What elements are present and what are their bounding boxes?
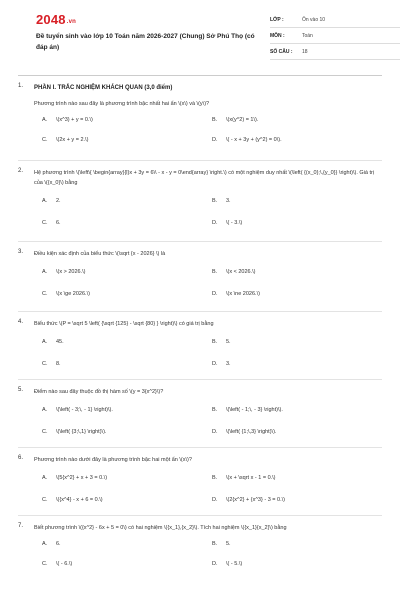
question-4 <box>18 319 382 379</box>
question-1 <box>18 83 382 157</box>
option-a[interactable] <box>42 269 86 275</box>
question-divider <box>18 379 382 380</box>
option-letter: B. <box>212 339 218 345</box>
option-c[interactable] <box>42 291 90 297</box>
option-text: \(x \ge 2026.\) <box>56 291 90 297</box>
option-c[interactable] <box>42 561 72 567</box>
option-letter: C. <box>42 497 48 503</box>
logo-text: 2048 <box>36 12 66 27</box>
question-divider <box>18 241 382 242</box>
option-letter: C. <box>42 429 48 435</box>
option-letter: A. <box>42 339 48 345</box>
option-letter: A. <box>42 475 48 481</box>
question-2 <box>18 168 382 238</box>
option-text: 45. <box>56 339 64 345</box>
logo-suffix: .vn <box>66 19 77 25</box>
option-text: 6. <box>56 541 61 547</box>
option-b[interactable] <box>212 407 283 413</box>
option-text: \(2{x^2} + {x^3} - 3 = 0.\) <box>226 497 285 503</box>
option-text: \(5{x^2} + x + 3 = 0.\) <box>56 475 108 481</box>
question-number: 1. <box>18 83 24 89</box>
option-d[interactable] <box>212 291 260 297</box>
option-letter: B. <box>212 475 218 481</box>
question-text: Hệ phương trình \(\left\{ \begin{array}{l}x + 3y = 6\\ - x - y = 0\end{array} \right.\) có một nghiệm duy nhất \(\left( {(x_0};\,{y_0}} \right)\). Giá trị của \({x_0}\) bằng <box>34 170 375 186</box>
meta-value: 18 <box>302 48 308 55</box>
meta-label: MÔN : <box>270 32 285 39</box>
question-divider <box>18 447 382 448</box>
page-header <box>18 0 382 70</box>
question-divider <box>18 515 382 516</box>
option-c[interactable] <box>42 497 103 503</box>
exam-meta-table <box>270 12 400 60</box>
option-text: \( - 5.\) <box>226 561 243 567</box>
option-d[interactable] <box>212 429 276 435</box>
header-divider <box>18 75 382 76</box>
option-letter: A. <box>42 117 48 123</box>
option-letter: C. <box>42 361 48 367</box>
option-text: \(x^3) + y = 0.\) <box>56 117 93 123</box>
option-text: 5. <box>226 339 231 345</box>
option-text: \(\left( {3;\,1} \right)\). <box>56 429 107 435</box>
option-text: \( - x + 3y + (y^2) = 0\). <box>226 137 282 143</box>
meta-label: SỐ CÂU : <box>270 48 293 55</box>
answer-options <box>34 541 382 581</box>
option-text: \(\left( - 1;\, - 3} \right)\). <box>226 407 283 413</box>
option-letter: D. <box>212 561 218 567</box>
option-letter: D. <box>212 220 218 226</box>
option-d[interactable] <box>212 561 242 567</box>
answer-options <box>34 198 382 238</box>
option-text: \(x(y^2) = 1\). <box>226 117 259 123</box>
option-text: 3. <box>226 361 231 367</box>
meta-row-subject <box>270 28 400 44</box>
option-letter: D. <box>212 361 218 367</box>
option-a[interactable] <box>42 117 93 123</box>
option-a[interactable] <box>42 475 107 481</box>
option-a[interactable] <box>42 339 64 345</box>
option-text: \( - 6.\) <box>56 561 73 567</box>
question-text: Điểm nào sau đây thuộc đồ thị hàm số \(y = 3{x^2}\)? <box>34 389 164 395</box>
question-6 <box>18 455 382 515</box>
question-7 <box>18 523 382 581</box>
option-text: \(x + \sqrt x - 1 = 0.\) <box>226 475 276 481</box>
option-b[interactable] <box>212 475 276 481</box>
option-d[interactable] <box>212 137 282 143</box>
question-text: Phương trình nào sau đây là phương trình bậc nhất hai ẩn \(x\) và \(y\)? <box>34 101 210 107</box>
option-b[interactable] <box>212 198 231 204</box>
option-text: 3. <box>226 198 231 204</box>
option-letter: D. <box>212 497 218 503</box>
option-text: \(2x + y = 2.\) <box>56 137 89 143</box>
section-heading: PHẦN I. TRẮC NGHIỆM KHÁCH QUAN (3,0 điểm) <box>34 85 173 91</box>
question-text: Phương trình nào dưới đây là phương trình bậc hai một ẩn \(x\)? <box>34 457 192 463</box>
meta-row-count <box>270 44 400 60</box>
answer-options <box>34 407 382 447</box>
option-letter: C. <box>42 561 48 567</box>
option-a[interactable] <box>42 407 113 413</box>
option-c[interactable] <box>42 361 61 367</box>
option-letter: A. <box>42 198 48 204</box>
answer-options <box>34 339 382 379</box>
question-number: 2. <box>18 168 24 174</box>
question-divider <box>18 160 382 161</box>
question-divider <box>18 311 382 312</box>
question-text: Biết phương trình \({x^2} - 6x + 5 = 0\) có hai nghiệm \({x_1},{x_2}\). Tích hai nghiệm \({x_1}{x_2}\) bằng <box>34 525 287 531</box>
option-d[interactable] <box>212 497 285 503</box>
option-text: 2. <box>56 198 61 204</box>
meta-value: Toán <box>302 32 313 39</box>
option-text: \(x < 2026.\) <box>226 269 256 275</box>
option-letter: B. <box>212 117 218 123</box>
option-d[interactable] <box>212 220 242 226</box>
option-letter: B. <box>212 541 218 547</box>
option-letter: B. <box>212 407 218 413</box>
option-letter: C. <box>42 291 48 297</box>
option-c[interactable] <box>42 137 88 143</box>
option-letter: C. <box>42 137 48 143</box>
question-text: Biểu thức \(P = \sqrt 5 \left( {\sqrt {125} - \sqrt {80} } \right)\) có giá trị bằng <box>34 321 214 327</box>
option-letter: B. <box>212 269 218 275</box>
option-text: \(\left( - 3;\, - 1} \right)\). <box>56 407 113 413</box>
answer-options <box>34 269 382 309</box>
option-text: \(\left( {1;\,3} \right)\). <box>226 429 277 435</box>
option-c[interactable] <box>42 220 61 226</box>
option-text: \(x > 2026.\) <box>56 269 86 275</box>
option-letter: B. <box>212 198 218 204</box>
option-letter: A. <box>42 407 48 413</box>
option-d[interactable] <box>212 361 231 367</box>
meta-label: LỚP : <box>270 16 284 23</box>
option-b[interactable] <box>212 117 258 123</box>
question-3 <box>18 249 382 309</box>
question-5 <box>18 387 382 447</box>
option-text: 5. <box>226 541 231 547</box>
exam-title: Đề tuyển sinh vào lớp 10 Toán năm 2026-2027 (Chung) Sở Phú Thọ (có đáp án) <box>36 33 255 51</box>
question-number: 5. <box>18 387 24 393</box>
option-text: \({x^4} - x + 6 = 0.\) <box>56 497 103 503</box>
option-letter: A. <box>42 269 48 275</box>
question-number: 6. <box>18 455 24 461</box>
meta-row-class <box>270 12 400 28</box>
option-letter: A. <box>42 541 48 547</box>
option-a[interactable] <box>42 541 61 547</box>
option-b[interactable] <box>212 269 256 275</box>
option-text: \( - 3.\) <box>226 220 243 226</box>
option-letter: D. <box>212 429 218 435</box>
option-letter: C. <box>42 220 48 226</box>
option-text: \(x \ne 2026.\) <box>226 291 260 297</box>
option-a[interactable] <box>42 198 61 204</box>
question-number: 4. <box>18 319 24 325</box>
question-text: Điều kiện xác định của biểu thức \(\sqrt {x - 2026} \) là <box>34 251 166 257</box>
answer-options <box>34 475 382 515</box>
option-text: 8. <box>56 361 61 367</box>
question-number: 3. <box>18 249 24 255</box>
meta-value: Ôn vào 10 <box>302 16 326 23</box>
option-c[interactable] <box>42 429 106 435</box>
option-text: 6. <box>56 220 61 226</box>
option-letter: D. <box>212 291 218 297</box>
option-b[interactable] <box>212 541 231 547</box>
answer-options <box>34 117 382 157</box>
option-letter: D. <box>212 137 218 143</box>
option-b[interactable] <box>212 339 231 345</box>
site-logo[interactable] <box>36 12 76 27</box>
question-number: 7. <box>18 523 24 529</box>
